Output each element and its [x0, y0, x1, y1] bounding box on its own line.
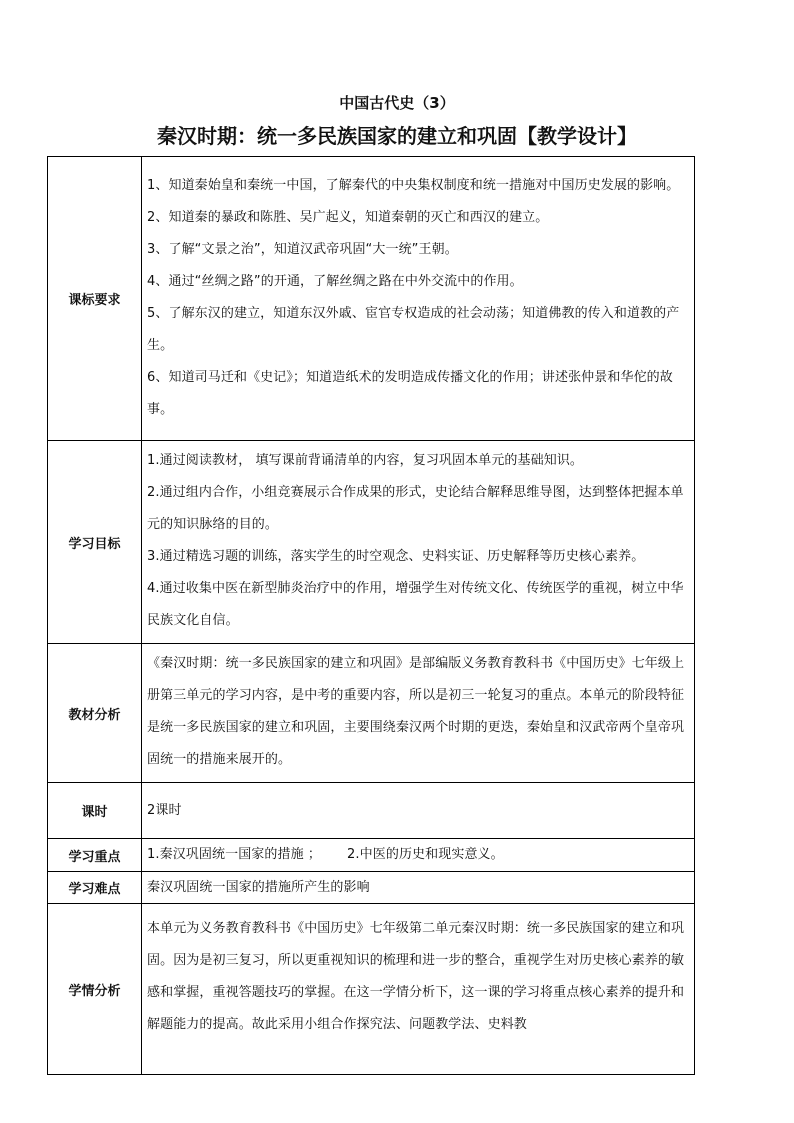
- content-learner-analysis: [142, 904, 695, 1075]
- content-textbook-analysis: [142, 644, 695, 783]
- learner-analysis-text: 本单元为义务教育教科书《中国历史》七年级第二单元秦汉时期：统一多民族国家的建立和巩固。因为是初三复习，所以更重视知识的梳理和进一步的整合，重视学生对历史核心素养的敏感和掌握，重视答题技巧的掌握。在这一学情分析下，这一课的学习将重点核心素养的提升和解题能力的提高。故此采用小组合作探究法、问题教学法、史料教: [147, 921, 685, 1032]
- content-difficult-points: 秦汉巩固统一国家的措施所产生的影响: [142, 872, 695, 904]
- objective-item-2: 2.通过组内合作，小组竞赛展示合作成果的形式，史论结合解释思维导图，达到整体把握本单元的知识脉络的目的。: [147, 485, 684, 532]
- label-key-points: 学习重点: [48, 839, 142, 872]
- label-curriculum-standards: 课标要求: [48, 157, 142, 441]
- objective-item-4: 4.通过收集中医在新型肺炎治疗中的作用，增强学生对传统文化、传统医学的重视，树立中华民族文化自信。: [147, 581, 684, 628]
- content-curriculum-standards: [142, 157, 695, 441]
- standard-item-6: 6、知道司马迁和《史记》；知道造纸术的发明造成传播文化的作用；讲述张仲景和华佗的故事。: [147, 369, 673, 417]
- content-key-points: [142, 839, 695, 872]
- row-class-hours: [48, 783, 695, 839]
- textbook-analysis-text: 《秦汉时期：统一多民族国家的建立和巩固》是部编版义务教育教科书《中国历史》七年级上册第三单元的学习内容，是中考的重要内容，所以是初三一轮复习的重点。本单元的阶段特征是统一多民族国家的建立和巩固，主要围绕秦汉两个时期的更迭，秦始皇和汉武帝两个皇帝巩固统一的措施来展开的。: [147, 656, 685, 767]
- row-textbook-analysis: [48, 644, 695, 783]
- content-class-hours: 2课时: [142, 783, 695, 839]
- row-curriculum-standards: [48, 157, 695, 441]
- doc-main-title: 秦汉时期：统一多民族国家的建立和巩固【教学设计】: [157, 124, 637, 148]
- label-class-hours: 课时: [48, 783, 142, 839]
- standard-item-1: 1、知道秦始皇和秦统一中国，了解秦代的中央集权制度和统一措施对中国历史发展的影响。: [147, 177, 680, 193]
- key-point-1: 1.秦汉巩固统一国家的措施 ；: [147, 847, 322, 862]
- standard-item-3: 3、了解“文景之治”，知道汉武帝巩固“大一统”王朝。: [147, 241, 458, 257]
- label-textbook-analysis: 教材分析: [48, 644, 142, 783]
- lesson-plan-table: [47, 156, 695, 1075]
- key-point-2: 2.中医的历史和现实意义。: [347, 847, 504, 862]
- row-difficult-points: [48, 872, 695, 904]
- standard-item-4: 4、通过“丝绸之路”的开通，了解丝绸之路在中外交流中的作用。: [147, 273, 523, 289]
- standard-item-2: 2、知道秦的暴政和陈胜、吴广起义，知道秦朝的灭亡和西汉的建立。: [147, 209, 549, 225]
- standard-item-5: 5、了解东汉的建立，知道东汉外戚、宦官专权造成的社会动荡；知道佛教的传入和道教的产生。: [147, 305, 680, 353]
- label-learning-objectives: 学习目标: [48, 441, 142, 644]
- label-learner-analysis: 学情分析: [48, 904, 142, 1075]
- content-learning-objectives: [142, 441, 695, 644]
- row-learning-objectives: [48, 441, 695, 644]
- objective-item-1: 1.通过阅读教材， 填写课前背诵清单的内容，复习巩固本单元的基础知识。: [147, 453, 584, 468]
- row-key-points: [48, 839, 695, 872]
- label-difficult-points: 学习难点: [48, 872, 142, 904]
- doc-series-title: 中国古代史（3）: [339, 94, 455, 112]
- row-learner-analysis: [48, 904, 695, 1075]
- objective-item-3: 3.通过精选习题的训练，落实学生的时空观念、史料实证、历史解释等历史核心素养。: [147, 549, 645, 564]
